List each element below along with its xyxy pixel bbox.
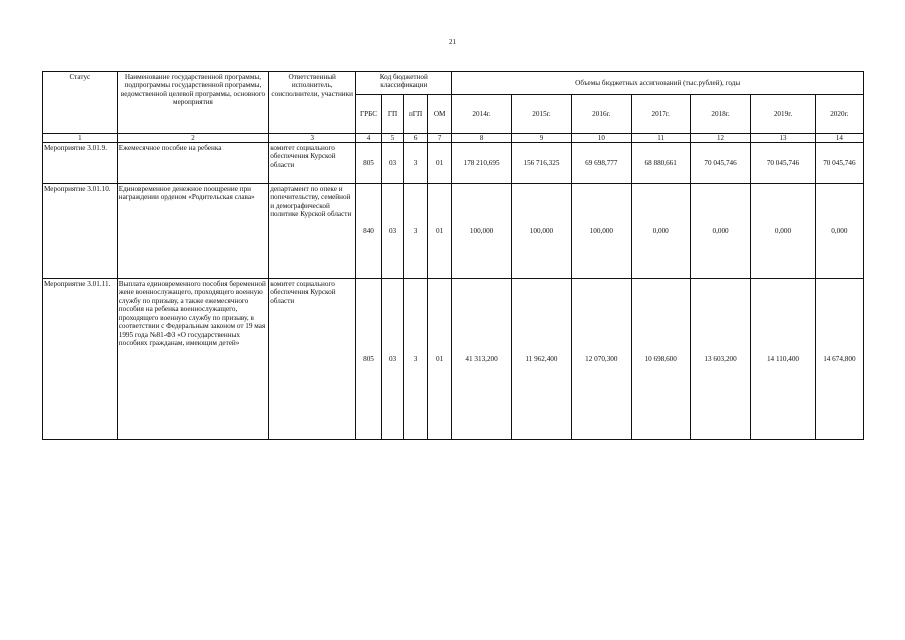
column-number: 10 xyxy=(572,134,631,143)
value-cell-2017: 10 698,600 xyxy=(631,279,690,440)
program-name-cell: Выплата единовременного пособия беременной жене военнослужащего, проходящего военную службу по призыву, а также ежемесячного пособия на ребенка военнослужащего, проходящего военную службу по призыву, в соответствии с Федеральным законом от 19 мая 1995 года №81-ФЗ «О государственных пособиях гражданам, имеющим детей» xyxy=(117,279,268,440)
column-number: 14 xyxy=(815,134,863,143)
column-number: 7 xyxy=(427,134,452,143)
value-cell-2020: 70 045,746 xyxy=(815,143,863,184)
value-cell-2015: 156 716,325 xyxy=(511,143,571,184)
code-cell-gp: 03 xyxy=(381,184,404,279)
column-number: 8 xyxy=(452,134,511,143)
column-number: 1 xyxy=(43,134,118,143)
column-number: 2 xyxy=(117,134,268,143)
code-cell-pgp: 3 xyxy=(404,184,428,279)
responsible-header: Ответственный исполнитель, соисполнители, участники xyxy=(269,72,356,134)
value-cell-2018: 13 603,200 xyxy=(690,279,750,440)
value-cell-2017: 0,000 xyxy=(631,184,690,279)
column-number: 9 xyxy=(511,134,571,143)
column-number: 6 xyxy=(404,134,428,143)
value-cell-2016: 69 698,777 xyxy=(572,143,631,184)
value-cell-2016: 12 070,300 xyxy=(572,279,631,440)
status-cell: Мероприятие 3.01.9. xyxy=(43,143,118,184)
code-cell-grbs: 840 xyxy=(356,184,382,279)
volumes-header: Объемы бюджетных ассигнований (тыс.рублей), годы xyxy=(452,72,864,95)
year-header-2015: 2015г. xyxy=(511,95,571,134)
code-cell-gp: 03 xyxy=(381,279,404,440)
value-cell-2019: 0,000 xyxy=(751,184,815,279)
column-number: 11 xyxy=(631,134,690,143)
code-header-pgp: пГП xyxy=(404,95,428,134)
table-row xyxy=(43,279,864,440)
status-cell: Мероприятие 3.01.10. xyxy=(43,184,118,279)
budget-code-header: Код бюджетной классификации xyxy=(356,72,452,95)
code-cell-gp: 03 xyxy=(381,143,404,184)
budget-allocation-table xyxy=(42,71,864,440)
value-cell-2014: 178 210,695 xyxy=(452,143,511,184)
column-number-row xyxy=(43,134,864,143)
year-header-2014: 2014г. xyxy=(452,95,511,134)
column-number: 4 xyxy=(356,134,382,143)
column-number: 5 xyxy=(381,134,404,143)
value-cell-2016: 100,000 xyxy=(572,184,631,279)
code-cell-om: 01 xyxy=(427,143,452,184)
code-cell-grbs: 805 xyxy=(356,143,382,184)
value-cell-2014: 100,000 xyxy=(452,184,511,279)
year-header-2019: 2019г. xyxy=(751,95,815,134)
status-header: Статус xyxy=(43,72,118,134)
code-cell-grbs: 805 xyxy=(356,279,382,440)
code-header-gp: ГП xyxy=(381,95,404,134)
value-cell-2018: 70 045,746 xyxy=(690,143,750,184)
responsible-cell: комитет социального обеспечения Курской области xyxy=(269,279,356,440)
year-header-2016: 2016г. xyxy=(572,95,631,134)
code-header-om: ОМ xyxy=(427,95,452,134)
code-cell-pgp: 3 xyxy=(404,279,428,440)
column-number: 3 xyxy=(269,134,356,143)
year-header-2017: 2017г. xyxy=(631,95,690,134)
program-name-header: Наименование государственной программы, подпрограммы государственной программы, ведомственной целевой программы, основного мероприятия xyxy=(117,72,268,134)
program-name-cell: Ежемесячное пособие на ребенка xyxy=(117,143,268,184)
column-number: 13 xyxy=(751,134,815,143)
code-cell-pgp: 3 xyxy=(404,143,428,184)
code-cell-om: 01 xyxy=(427,184,452,279)
value-cell-2015: 100,000 xyxy=(511,184,571,279)
value-cell-2018: 0,000 xyxy=(690,184,750,279)
value-cell-2015: 11 962,400 xyxy=(511,279,571,440)
column-number: 12 xyxy=(690,134,750,143)
value-cell-2019: 70 045,746 xyxy=(751,143,815,184)
year-header-2018: 2018г. xyxy=(690,95,750,134)
status-cell: Мероприятие 3.01.11. xyxy=(43,279,118,440)
responsible-cell: департамент по опеке и попечительству, семейной и демографической политике Курской области xyxy=(269,184,356,279)
header-row xyxy=(43,72,864,95)
value-cell-2014: 41 313,200 xyxy=(452,279,511,440)
value-cell-2017: 68 880,661 xyxy=(631,143,690,184)
value-cell-2020: 14 674,800 xyxy=(815,279,863,440)
responsible-cell: комитет социального обеспечения Курской области xyxy=(269,143,356,184)
code-cell-om: 01 xyxy=(427,279,452,440)
value-cell-2020: 0,000 xyxy=(815,184,863,279)
table-row xyxy=(43,143,864,184)
year-header-2020: 2020г. xyxy=(815,95,863,134)
value-cell-2019: 14 110,400 xyxy=(751,279,815,440)
code-header-grbs: ГРБС xyxy=(356,95,382,134)
program-name-cell: Единовременное денежное поощрение при награждении орденом «Родительская слава» xyxy=(117,184,268,279)
page-number: 21 xyxy=(449,38,456,46)
table-row xyxy=(43,184,864,279)
